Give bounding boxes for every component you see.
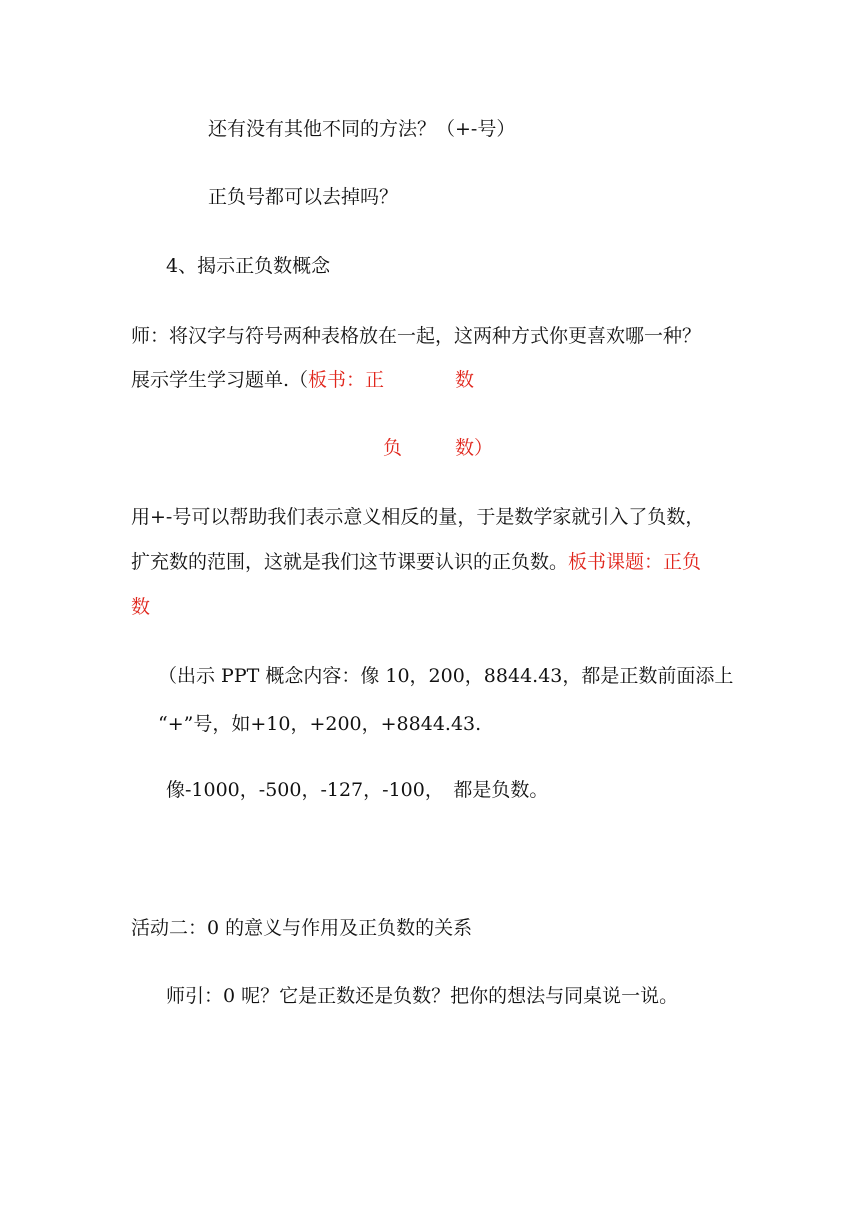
board-note: 板书：正 <box>308 369 385 391</box>
paragraph-line: 像-1000，-500，-127，-100， 都是负数。 <box>166 779 549 801</box>
paragraph-line: （出示 PPT 概念内容：像 10，200，8844.43，都是正数前面添上 <box>158 665 734 687</box>
board-note: 负 <box>383 437 403 459</box>
board-note: 数 <box>455 369 475 391</box>
paragraph-line: 师：将汉字与符号两种表格放在一起，这两种方式你更喜欢哪一种？ <box>131 325 702 347</box>
activity-heading: 活动二：0 的意义与作用及正负数的关系 <box>131 917 473 939</box>
paragraph-line: “+”号，如+10，+200，+8844.43. <box>158 713 482 735</box>
paragraph-line: 师引：0 呢？它是正数还是负数？把你的想法与同桌说一说。 <box>166 985 679 1007</box>
section-heading: 4、揭示正负数概念 <box>166 255 331 277</box>
paragraph-line <box>131 550 701 574</box>
paragraph-text: 扩充数的范围，这就是我们这节课要认识的正负数。 <box>131 551 569 573</box>
board-note: 数） <box>455 437 494 459</box>
paragraph-line: 用+-号可以帮助我们表示意义相反的量，于是数学家就引入了负数， <box>131 506 705 528</box>
board-title-note: 数 <box>131 596 151 618</box>
board-title-note: 板书课题：正负 <box>568 551 702 573</box>
question-text: 还有没有其他不同的方法？（+-号） <box>208 118 516 140</box>
question-text: 正负号都可以去掉吗？ <box>208 186 399 208</box>
paragraph-line <box>131 368 384 392</box>
paragraph-text: 展示学生学习题单.（ <box>131 369 309 391</box>
